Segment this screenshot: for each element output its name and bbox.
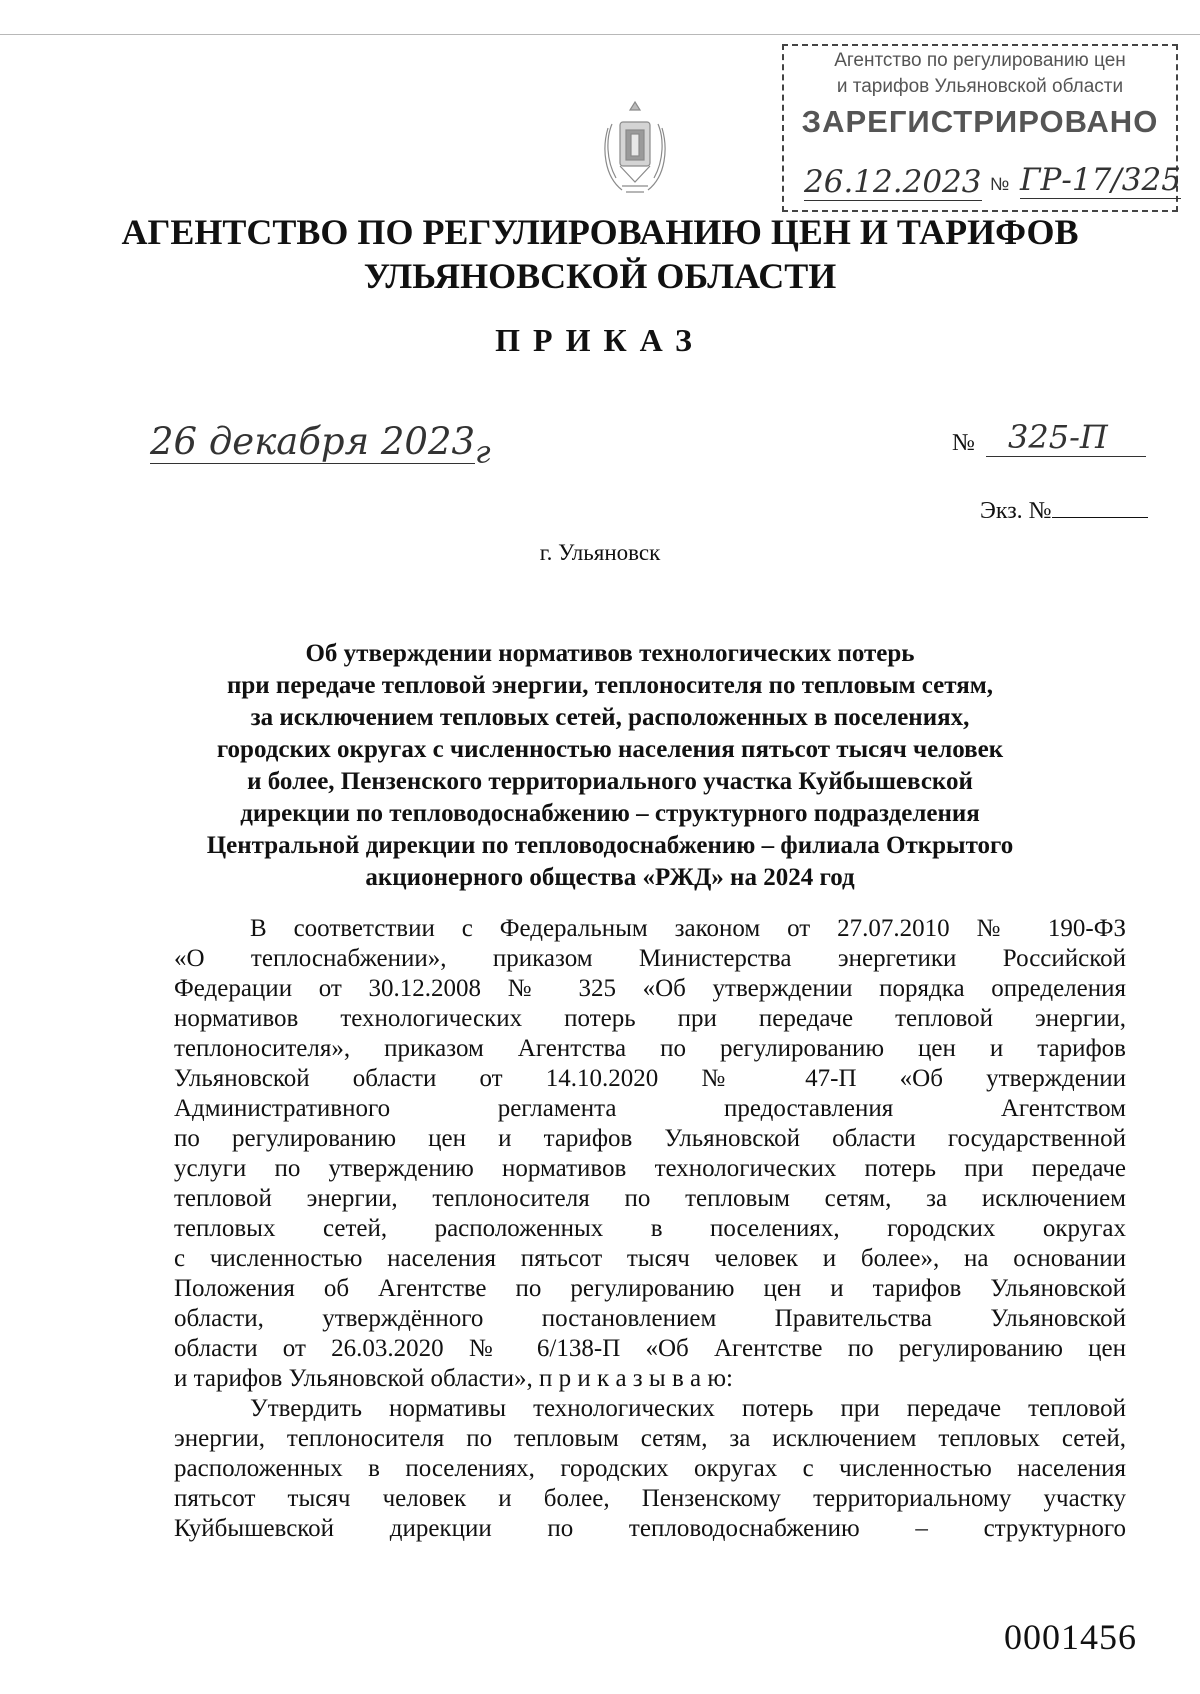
copy-number [980, 497, 1148, 525]
subject-line: Центральной дирекции по тепловодоснабжению – филиала Открытого [206, 832, 1014, 859]
city: г. Ульяновск [539, 540, 661, 565]
stamp-agency-line2: и тарифов Ульяновской области [836, 76, 1124, 97]
body-line: В соответствии с Федеральным законом от 27.07.2010 № 190-ФЗ [250, 915, 1126, 942]
body-line: и тарифов Ульяновской области», п р и к а з ы в а ю: [174, 1365, 733, 1392]
body-line: Куйбышевской дирекции по тепловодоснабжению – структурного [174, 1515, 1126, 1542]
order-body [174, 914, 1126, 1544]
body-line: по регулированию цен и тарифов Ульяновской области государственной [174, 1125, 1126, 1152]
body-line: пятьсот тысяч человек и более, Пензенскому территориальному участку [174, 1485, 1126, 1512]
subject-line: акционерного общества «РЖД» на 2024 год [365, 864, 855, 891]
coat-of-arms-icon [598, 98, 672, 198]
stamp-number: ГР-17/325 [1020, 162, 1181, 198]
body-line: Административного регламента предоставления Агентством [174, 1095, 1126, 1122]
subject-line: за исключением тепловых сетей, расположенных в поселениях, [250, 704, 970, 731]
subject-line: при передаче тепловой энергии, теплоносителя по тепловым сетям, [226, 672, 994, 699]
body-line: энергии, теплоносителя по тепловым сетям, за исключением тепловых сетей, [174, 1425, 1126, 1452]
subject-line: и более, Пензенского территориального участка Куйбышевской [247, 768, 973, 795]
order-number-label: № [952, 430, 975, 456]
order-date-suffix: г [475, 434, 491, 471]
subject-line: городских округах с численностью населения пятьсот тысяч человек [216, 736, 1004, 763]
body-line: теплоносителя», приказом Агентства по регулированию цен и тарифов [174, 1035, 1126, 1062]
body-line: Утвердить нормативы технологических потерь при передаче тепловой [250, 1395, 1126, 1422]
body-line: с численностью населения пятьсот тысяч человек и более», на основании [174, 1245, 1126, 1272]
subject-line: Об утверждении нормативов технологических потерь [305, 640, 915, 667]
stamp-number-label: № [990, 174, 1010, 194]
stamp-title: ЗАРЕГИСТРИРОВАНО [801, 104, 1159, 139]
body-line: услуги по утверждению нормативов технологических потерь при передаче [174, 1155, 1126, 1182]
agency-title-line2: УЛЬЯНОВСКОЙ ОБЛАСТИ [363, 256, 837, 296]
body-line: Ульяновской области от 14.10.2020 № 47-П «Об утверждении [174, 1065, 1126, 1092]
body-line: тепловых сетей, расположенных в поселениях, городских округах [174, 1215, 1126, 1242]
order-title: ПРИКАЗ [495, 322, 705, 358]
body-line: Федерации от 30.12.2008 № 325 «Об утверждении порядка определения [174, 975, 1126, 1002]
agency-title [120, 210, 1080, 298]
scan-edge-line [0, 34, 1200, 35]
body-line: «О теплоснабжении», приказом Министерства энергетики Российской [174, 945, 1126, 972]
body-line: нормативов технологических потерь при передаче тепловой энергии, [174, 1005, 1126, 1032]
order-subject [150, 638, 1070, 894]
body-line: расположенных в поселениях, городских округах с численностью населения [174, 1455, 1126, 1482]
order-date [150, 420, 491, 470]
agency-title-line1: АГЕНТСТВО ПО РЕГУЛИРОВАНИЮ ЦЕН И ТАРИФОВ [121, 212, 1079, 252]
order-date-handwritten: 26 декабря 2023 [150, 420, 476, 463]
copy-number-blank [1052, 497, 1148, 518]
body-line: области, утверждённого постановлением Правительства Ульяновской [174, 1305, 1126, 1332]
subject-line: дирекции по тепловодоснабжению – структурного подразделения [240, 800, 980, 827]
body-line: тепловой энергии, теплоносителя по тепловым сетям, за исключением [174, 1185, 1126, 1212]
order-number: 325-П [986, 418, 1146, 457]
page-code: 0001456 [1004, 1617, 1137, 1657]
copy-number-label: Экз. № [980, 498, 1052, 524]
stamp-agency-line1: Агентство по регулированию цен [834, 50, 1126, 71]
body-line: Положения об Агентстве по регулированию цен и тарифов Ульяновской [174, 1275, 1126, 1302]
registration-stamp [782, 44, 1181, 212]
body-line: области от 26.03.2020 № 6/138-П «Об Агентстве по регулированию цен [174, 1335, 1126, 1362]
stamp-date: 26.12.2023 [804, 164, 982, 200]
